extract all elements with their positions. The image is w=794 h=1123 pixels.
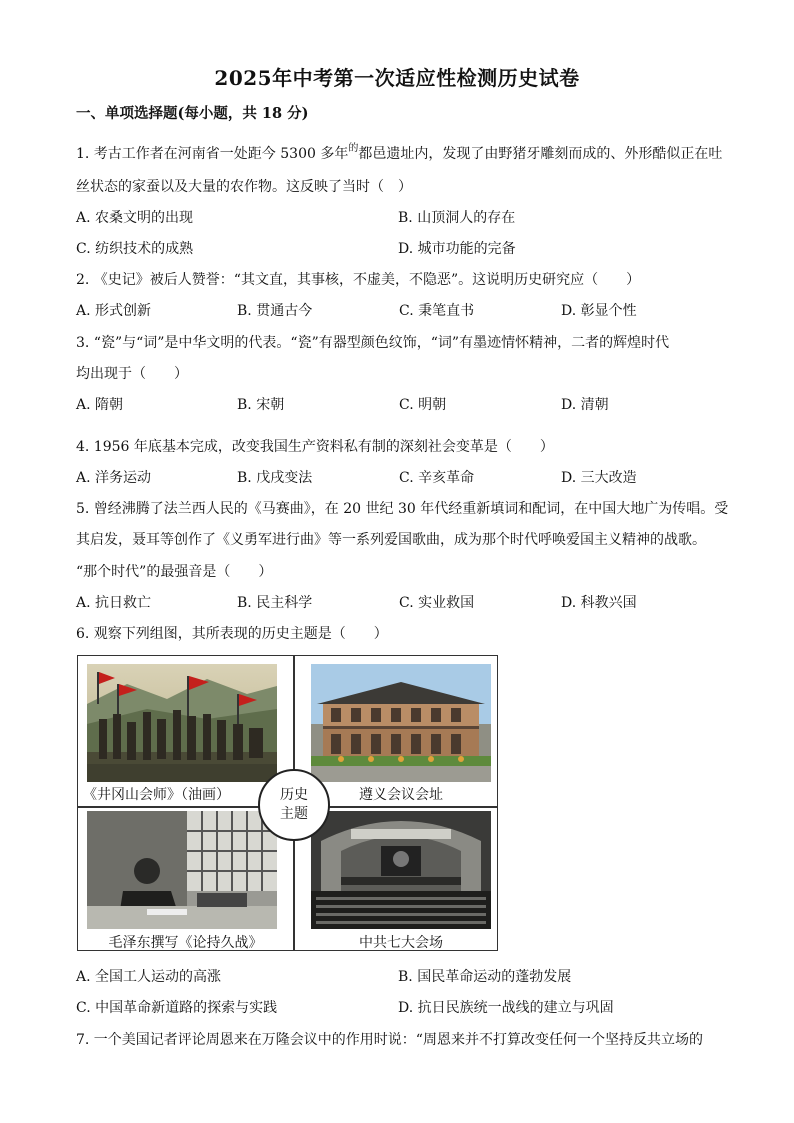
q5-stem-line3: “那个时代”的最强音是（ ）: [76, 564, 273, 580]
q1-option-c[interactable]: C. 纺织技术的成熟: [76, 241, 194, 257]
q1-option-d[interactable]: D. 城市功能的完备: [398, 241, 516, 257]
q4-option-d[interactable]: D. 三大改造: [561, 470, 637, 486]
q2-option-c[interactable]: C. 秉笔直书: [399, 303, 475, 319]
q2-stem-line1: 2. 《史记》被后人赞誉：“其文直，其事核，不虚美，不隐恶”。这说明历史研究应（ ）: [76, 272, 641, 288]
q4-stem-line1: 4. 1956 年底基本完成，改变我国生产资料私有制的深刻社会变革是（ ）: [76, 439, 554, 455]
q1-option-a[interactable]: A. 农桑文明的出现: [76, 210, 194, 226]
q3-option-b[interactable]: B. 宋朝: [237, 397, 285, 413]
q1-stem-line2: 丝状态的家蚕以及大量的农作物。这反映了当时（ ）: [76, 179, 412, 195]
q3-option-a[interactable]: A. 隋朝: [76, 397, 124, 413]
q1-option-b[interactable]: B. 山顶洞人的存在: [398, 210, 516, 226]
q5-option-d[interactable]: D. 科教兴国: [561, 595, 637, 611]
panel-mao-writing: [87, 811, 277, 929]
q2-option-a[interactable]: A. 形式创新: [76, 303, 152, 319]
q3-option-c[interactable]: C. 明朝: [399, 397, 447, 413]
q5-option-c[interactable]: C. 实业救国: [399, 595, 475, 611]
q6-option-d[interactable]: D. 抗日民族统一战线的建立与巩固: [398, 1000, 614, 1016]
congress-hall-image: [311, 811, 491, 929]
center-label-1: 历史: [280, 787, 308, 803]
q4-option-b[interactable]: B. 戊戌变法: [237, 470, 313, 486]
q1-text-a: 1. 考古工作者在河南省一处距今 5300 多年: [76, 146, 349, 162]
caption-zunyi: 遵义会议会址: [359, 787, 443, 803]
mao-writing-image: [87, 811, 277, 929]
caption-seventh-congress: 中共七大会场: [359, 935, 443, 951]
q3-stem-line2: 均出现于（ ）: [76, 366, 188, 382]
q6-option-c[interactable]: C. 中国革命新道路的探索与实践: [76, 1000, 278, 1016]
oil-painting-image: [87, 664, 277, 782]
panel-jinggangshan-painting: [87, 664, 277, 782]
q2-option-d[interactable]: D. 彰显个性: [561, 303, 637, 319]
q2-option-b[interactable]: B. 贯通古今: [237, 303, 313, 319]
zunyi-building-image: [311, 664, 491, 782]
q4-option-c[interactable]: C. 辛亥革命: [399, 470, 475, 486]
section-heading: 一、单项选择题(每小题，共 18 分): [76, 105, 309, 122]
q4-option-a[interactable]: A. 洋务运动: [76, 470, 152, 486]
center-theme-circle: [258, 769, 330, 841]
center-label-2: 主题: [280, 806, 308, 822]
q7-stem-line1: 7. 一个美国记者评论周恩来在万隆会议中的作用时说：“周恩来并不打算改变任何一个坚持反共立场的: [76, 1032, 703, 1048]
q1-stem-line1: [76, 144, 722, 164]
q6-option-b[interactable]: B. 国民革命运动的蓬勃发展: [398, 969, 572, 985]
q5-option-a[interactable]: A. 抗日救亡: [76, 595, 152, 611]
q6-option-a[interactable]: A. 全国工人运动的高涨: [76, 969, 222, 985]
q6-stem-line1: 6. 观察下列组图，其所表现的历史主题是（ ）: [76, 626, 388, 642]
q3-option-d[interactable]: D. 清朝: [561, 397, 609, 413]
q5-option-b[interactable]: B. 民主科学: [237, 595, 313, 611]
exam-title: 2025年中考第一次适应性检测历史试卷: [214, 66, 580, 90]
panel-seventh-congress: [311, 811, 491, 929]
panel-zunyi-site: [311, 664, 491, 782]
q1-text-b: 都邑遗址内，发现了由野猪牙雕刻而成的、外形酷似正在吐: [358, 146, 723, 162]
caption-mao-writing: 毛泽东撰写《论持久战》: [108, 935, 263, 951]
q1-superscript: 的: [348, 143, 359, 154]
q5-stem-line1: 5. 曾经沸腾了法兰西人民的《马赛曲》，在 20 世纪 30 年代经重新填词和配词，在中国大地广为传唱。受: [76, 501, 729, 517]
q5-stem-line2: 其启发，聂耳等创作了《义勇军进行曲》等一系列爱国歌曲，成为那个时代呼唤爱国主义精神的战歌。: [76, 532, 706, 548]
q3-stem-line1: 3. “瓷”与“词”是中华文明的代表。“瓷”有器型颜色纹饰，“词”有墨迹情怀精神，二者的辉煌时代: [76, 335, 670, 351]
q6-figure: [77, 655, 498, 951]
caption-jinggangshan: 《井冈山会师》（油画）: [83, 787, 230, 803]
